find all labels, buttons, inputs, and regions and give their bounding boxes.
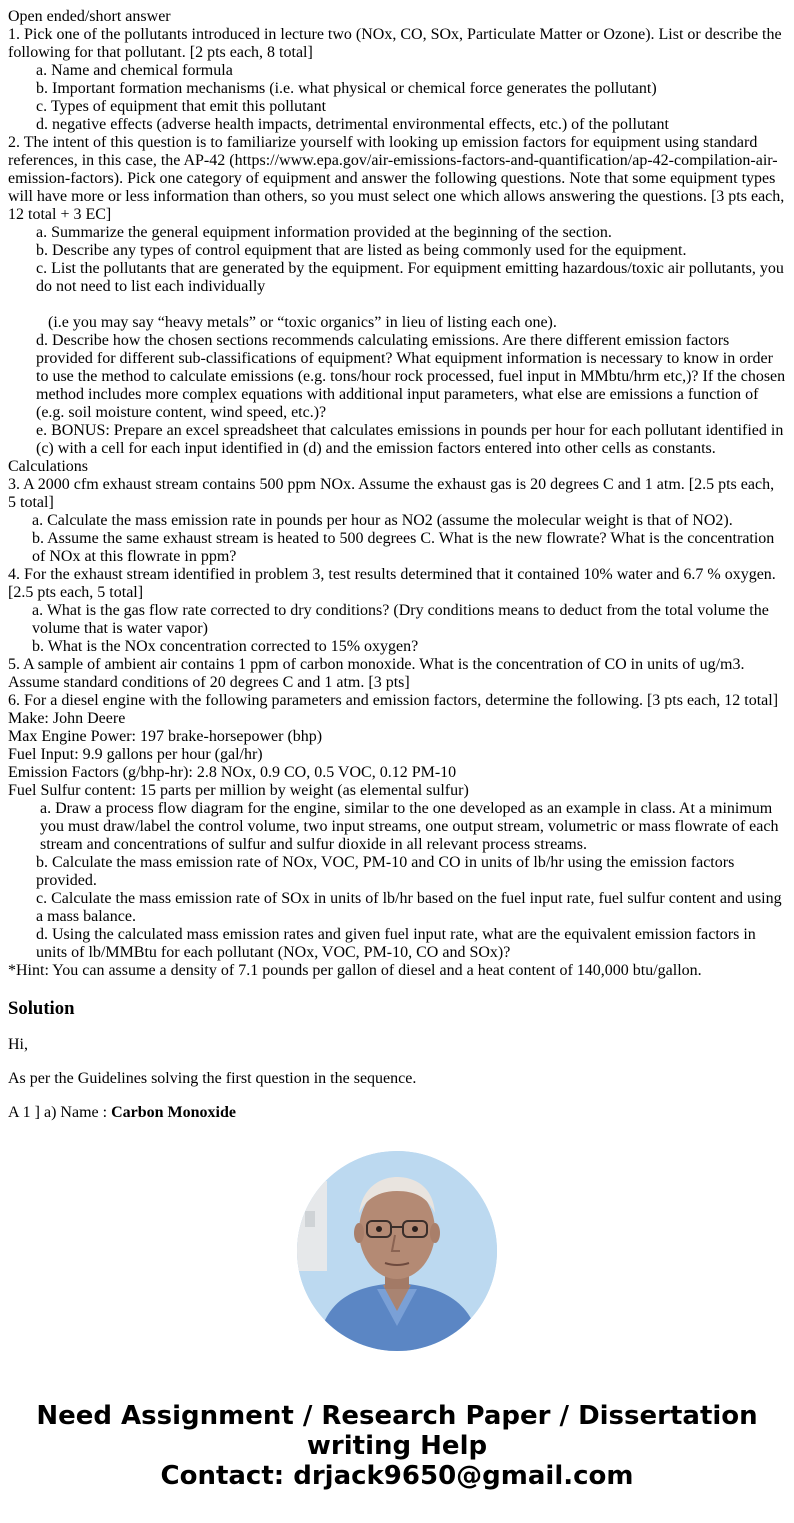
help-banner <box>8 1401 786 1491</box>
question-2: 2. The intent of this question is to familiarize yourself with looking up emission factors for equipment using standard references, in this case, the AP-42 (https://www.epa.gov/air-emissions-factors-and-quantification/ap-42-compilation-air-emission-factors). Pick one category of equipment and answer the following questions. Note that some equipment types will have more or less information than others, so you must select one which allows answering the questions. [3 pts each, 12 total + 3 EC] <box>8 134 785 223</box>
section-heading-calculations: Calculations <box>8 458 88 475</box>
question-1-item-d: d. negative effects (adverse health impacts, detrimental environmental effects, etc.) of the pollutant <box>36 116 669 133</box>
section-heading-open-ended: Open ended/short answer <box>8 8 171 25</box>
question-3: 3. A 2000 cfm exhaust stream contains 500 ppm NOx. Assume the exhaust gas is 20 degrees C and 1 atm. [2.5 pts each, 5 total] <box>8 476 775 511</box>
question-2-item-c: c. List the pollutants that are generated by the equipment. For equipment emitting hazardous/toxic air pollutants, you do not need to list each individually <box>36 260 784 295</box>
question-6-param-fuel: Fuel Input: 9.9 gallons per hour (gal/hr) <box>8 746 263 763</box>
question-6-param-sulfur: Fuel Sulfur content: 15 parts per million by weight (as elemental sulfur) <box>8 782 469 799</box>
tutor-portrait-image <box>297 1151 497 1351</box>
question-3-item-b: b. Assume the same exhaust stream is heated to 500 degrees C. What is the new flowrate? What is the concentration of NOx at this flowrate in ppm? <box>32 530 775 565</box>
question-4-item-a: a. What is the gas flow rate corrected to dry conditions? (Dry conditions means to deduct from the total volume the volume that is water vapor) <box>32 602 769 637</box>
question-1-item-b: b. Important formation mechanisms (i.e. what physical or chemical force generates the pollutant) <box>36 80 657 97</box>
question-6-hint: *Hint: You can assume a density of 7.1 pounds per gallon of diesel and a heat content of 140,000 btu/gallon. <box>8 962 702 979</box>
question-2-item-c-note: (i.e you may say “heavy metals” or “toxic organics” in lieu of listing each one). <box>48 314 557 331</box>
banner-line-contact: Contact: drjack9650@gmail.com <box>160 1461 634 1491</box>
solution-greeting: Hi, <box>8 1036 28 1053</box>
question-1-item-a: a. Name and chemical formula <box>36 62 233 79</box>
spacer <box>8 296 786 314</box>
tutor-photo <box>297 1151 497 1351</box>
question-1: 1. Pick one of the pollutants introduced in lecture two (NOx, CO, SOx, Particulate Matter or Ozone). List or describe the following for that pollutant. [2 pts each, 8 total] <box>8 26 782 61</box>
solution-heading: Solution <box>8 998 75 1019</box>
question-1-item-c: c. Types of equipment that emit this pollutant <box>36 98 327 115</box>
banner-line-assignment: Need Assignment / Research Paper / Dissertation writing Help <box>36 1401 758 1461</box>
question-6: 6. For a diesel engine with the following parameters and emission factors, determine the following. [3 pts each, 12 total] <box>8 692 779 709</box>
question-6-item-b: b. Calculate the mass emission rate of NOx, VOC, PM-10 and CO in units of lb/hr using the emission factors provided. <box>36 854 735 889</box>
question-2-item-e: e. BONUS: Prepare an excel spreadsheet that calculates emissions in pounds per hour for each pollutant identified in (c) with a cell for each input identified in (d) and the emission factors entered into other cells as constants. <box>36 422 784 457</box>
answer-prefix: A 1 ] a) Name : <box>8 1104 112 1121</box>
question-3-item-a: a. Calculate the mass emission rate in pounds per hour as NO2 (assume the molecular weight is that of NO2). <box>32 512 733 529</box>
question-6-param-make: Make: John Deere <box>8 710 126 727</box>
solution-guideline: As per the Guidelines solving the first question in the sequence. <box>8 1070 417 1087</box>
solution-answer <box>8 1104 786 1122</box>
question-2-item-d: d. Describe how the chosen sections recommends calculating emissions. Are there different emission factors provided for different sub-classifications of equipment? What equipment information is necessary to know in order to use the method to calculate emissions (e.g. tons/hour rock processed, fuel input in MMbtu/hrm etc,)? If the chosen method includes more complex equations with additional input parameters, what else are emissions a function of (e.g. soil moisture content, wind speed, etc.)? <box>36 332 786 421</box>
question-block <box>8 8 786 980</box>
question-4: 4. For the exhaust stream identified in problem 3, test results determined that it contained 10% water and 6.7 % oxygen. [2.5 pts each, 5 total] <box>8 566 776 601</box>
question-2-item-b: b. Describe any types of control equipment that are listed as being commonly used for the equipment. <box>36 242 687 259</box>
tutor-photo-wrapper <box>8 1151 786 1351</box>
question-6-item-c: c. Calculate the mass emission rate of SOx in units of lb/hr based on the fuel input rate, fuel sulfur content and using a mass balance. <box>36 890 782 925</box>
question-4-item-b: b. What is the NOx concentration corrected to 15% oxygen? <box>32 638 419 655</box>
question-6-item-a: a. Draw a process flow diagram for the engine, similar to the one developed as an example in class. At a minimum you must draw/label the control volume, two input streams, one output stream, volumetric or mass flowrate of each stream and concentrations of sulfur and sulfur dioxide in all relevant process streams. <box>40 800 779 853</box>
question-6-item-d: d. Using the calculated mass emission rates and given fuel input rate, what are the equivalent emission factors in units of lb/MMBtu for each pollutant (NOx, VOC, PM-10, CO and SOx)? <box>36 926 756 961</box>
question-6-param-emission-factors: Emission Factors (g/bhp-hr): 2.8 NOx, 0.9 CO, 0.5 VOC, 0.12 PM-10 <box>8 764 457 781</box>
question-6-param-power: Max Engine Power: 197 brake-horsepower (bhp) <box>8 728 323 745</box>
question-2-item-a: a. Summarize the general equipment information provided at the beginning of the section. <box>36 224 612 241</box>
question-5: 5. A sample of ambient air contains 1 ppm of carbon monoxide. What is the concentration of CO in units of ug/m3. Assume standard conditions of 20 degrees C and 1 atm. [3 pts] <box>8 656 745 691</box>
answer-value: Carbon Monoxide <box>111 1104 236 1121</box>
